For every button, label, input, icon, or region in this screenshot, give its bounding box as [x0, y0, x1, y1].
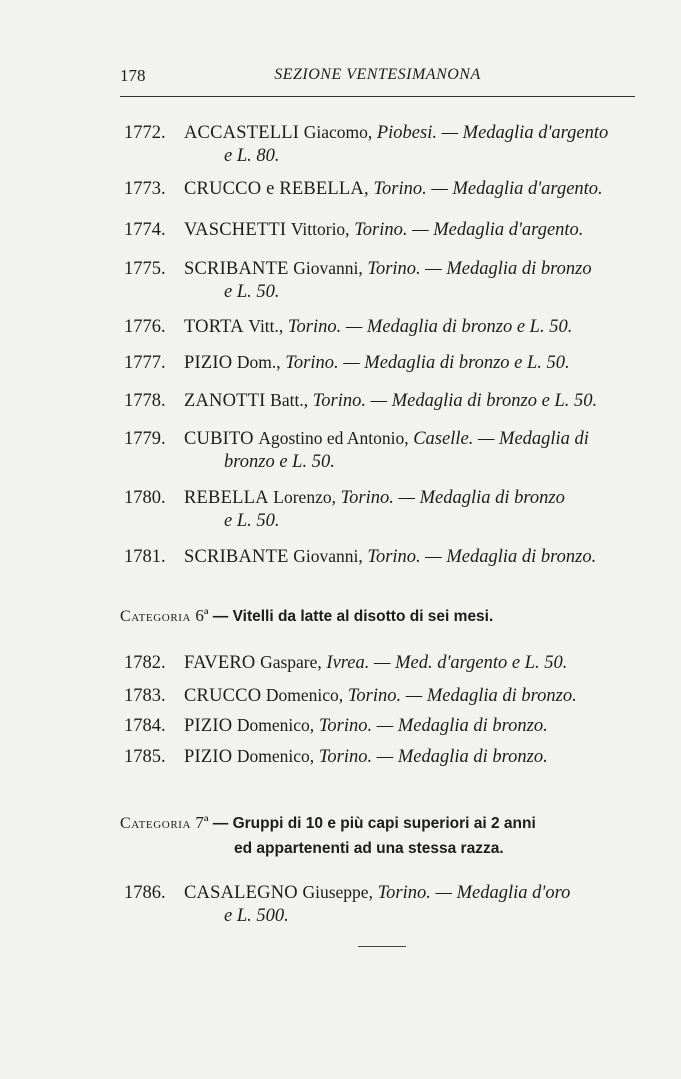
entry-name: REBELLA — [184, 488, 269, 508]
entry-award: — Med. d'argento e L. 50. — [374, 653, 568, 673]
entry-name: FAVERO — [184, 653, 256, 673]
entry-first-name: Dom., — [236, 352, 281, 372]
entry-name: ZANOTTI — [184, 391, 266, 411]
entry-number: 1775. — [124, 259, 166, 279]
entry-name: CASALEGNO — [184, 883, 298, 903]
entry-place: Torino. — [318, 747, 373, 767]
entry-name: TORTA — [184, 317, 244, 337]
entry-1784 — [124, 714, 644, 738]
entry-award: — Medaglia d'argento. — [412, 220, 584, 240]
entry-first-name: Agostino ed Antonio, — [258, 428, 409, 448]
entry-name: CRUCCO — [184, 686, 262, 706]
entry-1780 — [124, 486, 644, 533]
entry-1774 — [124, 218, 644, 242]
running-head: SEZIONE VENTESIMANONA — [274, 66, 481, 83]
entry-first-name: Domenico, — [265, 685, 344, 705]
entry-place: Torino. — [354, 220, 408, 240]
entry-first-name: Giacomo, — [303, 122, 373, 142]
entry-place: Torino. — [340, 488, 394, 508]
entry-award: — Medaglia di bronzo e L. 50. — [345, 317, 573, 337]
entry-award: — Medaglia di bronzo e L. 50. — [343, 353, 570, 373]
entry-1778 — [124, 389, 644, 413]
entry-name: SCRIBANTE — [184, 547, 289, 567]
entry-1782 — [124, 651, 644, 675]
entry-name: CRUCCO e REBELLA, — [184, 179, 369, 199]
entry-name: PIZIO — [184, 747, 233, 767]
entry-award: — Medaglia di bronzo. — [405, 686, 577, 706]
entry-first-name: Giovanni, — [293, 258, 363, 278]
entry-1781 — [124, 545, 644, 569]
entry-number: 1782. — [124, 653, 166, 673]
entry-award: — Medaglia di bronzo e L. 50. — [370, 391, 598, 411]
entry-place: Torino. — [318, 716, 373, 736]
entry-number: 1776. — [124, 317, 166, 337]
entry-first-name: Batt., — [270, 390, 309, 410]
entry-award: — Medaglia di bronzo — [398, 488, 565, 508]
category-heading-7 — [120, 810, 640, 861]
category-title: — Vitelli da latte al disotto di sei mesi. — [212, 608, 494, 625]
entry-number: 1786. — [124, 883, 166, 903]
entry-first-name: Domenico, — [236, 715, 315, 735]
category-number: 7ª — [195, 813, 209, 832]
entry-number: 1772. — [124, 123, 166, 143]
entry-award: — Medaglia di bronzo. — [376, 716, 548, 736]
entry-name: ACCASTELLI — [184, 123, 300, 143]
entry-1783 — [124, 684, 644, 708]
entry-number: 1783. — [124, 686, 166, 706]
entry-name: PIZIO — [184, 716, 233, 736]
entry-award-continuation: e L. 500. — [224, 906, 289, 926]
entry-1772 — [124, 121, 644, 168]
category-title: — Gruppi di 10 e più capi superiori ai 2 anni — [212, 815, 536, 832]
entry-first-name: Domenico, — [236, 746, 315, 766]
entry-first-name: Lorenzo, — [273, 487, 336, 507]
entry-name: SCRIBANTE — [184, 259, 289, 279]
entry-award: — Medaglia d'argento — [441, 123, 609, 143]
entry-1779 — [124, 427, 644, 474]
entry-place: Torino. — [347, 686, 402, 706]
entry-place: Torino. — [373, 179, 427, 199]
entry-award-continuation: bronzo e L. 50. — [224, 452, 335, 472]
entry-number: 1778. — [124, 391, 166, 411]
entry-award: — Medaglia di bronzo. — [376, 747, 548, 767]
end-rule — [358, 946, 406, 947]
entry-1775 — [124, 257, 644, 304]
category-heading-6 — [120, 603, 640, 629]
entry-award-continuation: e L. 50. — [224, 511, 280, 531]
entry-award: — Medaglia di bronzo. — [425, 547, 597, 567]
entry-first-name: Giovanni, — [293, 546, 363, 566]
entry-place: Piobesi. — [376, 123, 437, 143]
entry-first-name: Giuseppe, — [302, 882, 373, 902]
entry-award: — Medaglia di — [477, 429, 589, 449]
entry-award-continuation: e L. 50. — [224, 282, 280, 302]
entry-first-name: Gaspare, — [260, 652, 322, 672]
entry-award: — Medaglia d'argento. — [431, 179, 603, 199]
entry-place: Torino. — [367, 547, 421, 567]
entry-place: Torino. — [287, 317, 342, 337]
entry-place: Torino. — [285, 353, 339, 373]
entry-1786 — [124, 881, 644, 928]
category-number: 6ª — [195, 606, 209, 625]
entry-name: PIZIO — [184, 353, 233, 373]
page-header — [120, 66, 635, 90]
entry-number: 1777. — [124, 353, 166, 373]
entry-number: 1784. — [124, 716, 166, 736]
page-number: 178 — [120, 66, 146, 85]
entry-number: 1779. — [124, 429, 166, 449]
category-label: Categoria — [120, 608, 192, 625]
entry-number: 1785. — [124, 747, 166, 767]
entry-name: CUBITO — [184, 429, 254, 449]
entry-place: Ivrea. — [326, 653, 370, 673]
category-title-continuation: ed appartenenti ad una stessa razza. — [234, 840, 504, 857]
entry-number: 1773. — [124, 179, 166, 199]
entry-award-continuation: e L. 80. — [224, 146, 280, 166]
entry-1773 — [124, 178, 644, 201]
entry-first-name: Vittorio, — [290, 219, 350, 239]
entry-number: 1781. — [124, 547, 166, 567]
entry-award: — Medaglia di bronzo — [425, 259, 592, 279]
entry-award: — Medaglia d'oro — [435, 883, 571, 903]
entry-place: Torino. — [377, 883, 431, 903]
category-label: Categoria — [120, 815, 192, 832]
entry-first-name: Vitt., — [248, 316, 284, 336]
entry-place: Torino. — [367, 259, 421, 279]
entry-number: 1780. — [124, 488, 166, 508]
header-rule — [120, 96, 635, 97]
entry-name: VASCHETTI — [184, 220, 287, 240]
entry-place: Caselle. — [413, 429, 474, 449]
entry-1785 — [124, 745, 644, 769]
entry-1776 — [124, 315, 644, 339]
entry-place: Torino. — [312, 391, 367, 411]
entry-1777 — [124, 351, 644, 375]
entry-number: 1774. — [124, 220, 166, 240]
